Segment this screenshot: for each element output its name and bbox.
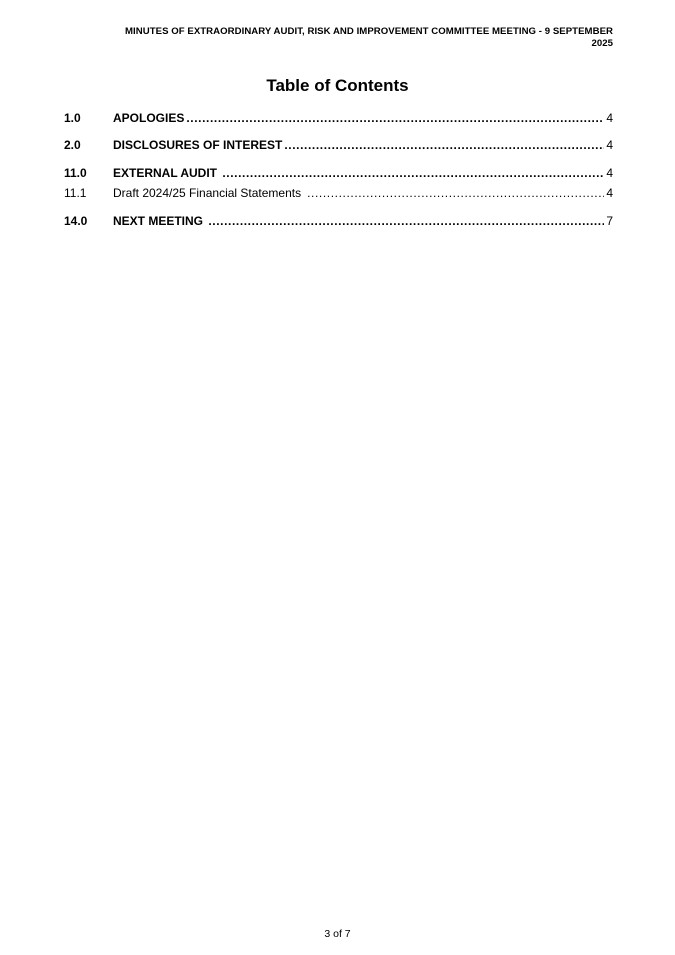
- toc-entry-number: 11.1: [64, 186, 87, 200]
- toc-dot-leader: [284, 138, 604, 152]
- page-number: 3 of 7: [324, 928, 351, 940]
- document-header: [53, 26, 613, 50]
- toc-entry-disclosures-of-interest[interactable]: [64, 138, 613, 152]
- toc-dot-leader: [222, 166, 604, 180]
- toc-entry-label: EXTERNAL AUDIT: [113, 166, 221, 180]
- toc-dot-leader: [208, 214, 604, 228]
- toc-entry-number: 14.0: [64, 214, 88, 228]
- toc-entry-label: Draft 2024/25 Financial Statements: [113, 186, 302, 200]
- toc-entry-label: DISCLOSURES OF INTEREST: [113, 138, 283, 152]
- toc-entry-page: 4: [606, 166, 613, 180]
- header-title-line1: MINUTES OF EXTRAORDINARY AUDIT, RISK AND IMPROVEMENT COMMITTEE MEETING - 9 SEPTEMBER: [125, 26, 613, 37]
- toc-entry-number: 2.0: [64, 138, 81, 152]
- toc-entry-label: APOLOGIES: [113, 111, 185, 125]
- header-title-line2: 2025: [591, 38, 613, 49]
- toc-dot-leader: [186, 111, 604, 125]
- toc-entry-page: 7: [606, 214, 613, 228]
- toc-title: Table of Contents: [266, 76, 409, 95]
- toc-entry-page: 4: [606, 138, 613, 152]
- toc-entry-page: 4: [606, 111, 613, 125]
- toc-entry-number: 11.0: [64, 166, 87, 180]
- toc-entry-number: 1.0: [64, 111, 81, 125]
- toc-entry-label: NEXT MEETING: [113, 214, 207, 228]
- toc-dot-leader: [307, 186, 604, 200]
- toc-entry-page: 4: [606, 186, 613, 200]
- toc-entry-next-meeting[interactable]: [64, 214, 613, 228]
- toc-entry-apologies[interactable]: [64, 111, 613, 125]
- toc-entry-draft-financial-statements[interactable]: [64, 186, 613, 200]
- toc-entry-external-audit[interactable]: [64, 166, 613, 180]
